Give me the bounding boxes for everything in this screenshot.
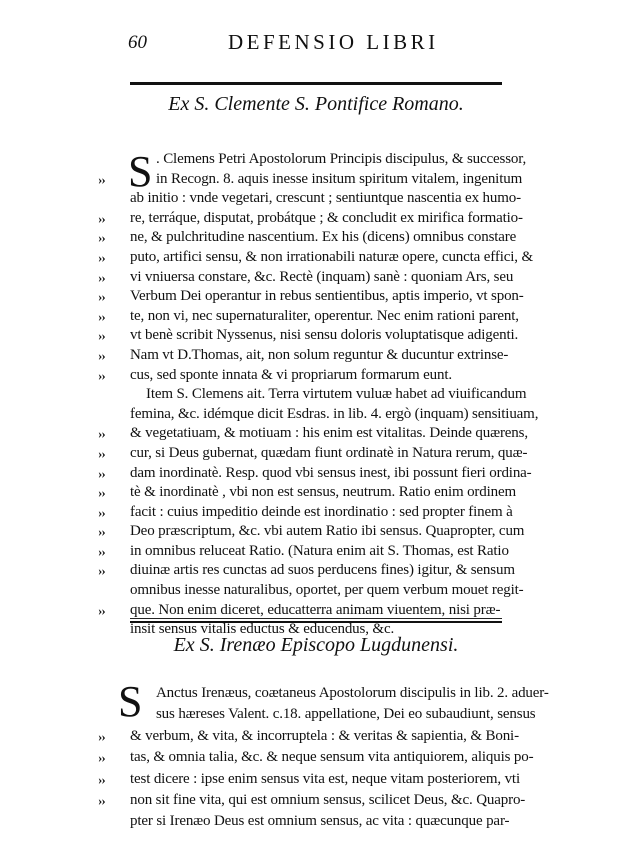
line-text: . Clemens Petri Apostolorum Principis discipulus, & successor,: [156, 151, 527, 167]
line-text: femina, &c. idémque dicit Esdras. in lib. 4. ergò (inquam) sensitiuam,: [130, 405, 539, 422]
line-text: in Recogn. 8. aquis inesse insitum spiritum vitalem, ingenitum: [156, 170, 523, 187]
header-rule: [130, 82, 502, 85]
quotation-mark: ››: [98, 465, 105, 481]
quotation-mark: ››: [98, 367, 105, 383]
section-heading-clemente: Ex S. Clemente S. Pontifice Romano.: [168, 93, 464, 115]
text-line: [98, 287, 566, 307]
page-number: 60: [128, 32, 147, 53]
quotation-mark: ››: [98, 750, 105, 766]
line-text: tè & inordinatè , vbi non est sensus, neutrum. Ratio enim ordinem: [130, 484, 517, 501]
text-line: [98, 790, 566, 811]
quotation-mark: ››: [98, 426, 105, 442]
quotation-mark: ››: [98, 347, 105, 363]
text-line: [98, 522, 566, 542]
line-text: Deo præscriptum, &c. vbi autem Ratio ibi sensus. Quapropter, cum: [130, 523, 525, 540]
line-text: que. Non enim diceret, educatterra animam viuentem, nisi præ-: [130, 601, 501, 618]
line-text: & verbum, & vita, & incorruptela : & veritas & sapientia, & Boni-: [130, 727, 519, 744]
drop-cap: S: [128, 147, 153, 196]
text-line: [98, 170, 566, 190]
quotation-mark: ››: [98, 602, 105, 618]
line-text: cus, sed sponte innata & vi propriarum formarum eunt.: [130, 366, 452, 383]
text-line: [98, 326, 566, 346]
section-body-clemente: [98, 147, 566, 640]
line-text: ne, & pulchritudine nascentium. Ex his (dicens) omnibus constare: [130, 229, 517, 246]
section-body-irenaeo: [98, 683, 566, 833]
quotation-mark: ››: [98, 728, 105, 744]
line-text: Verbum Dei operantur in rebus sentientibus, aptis imperio, vt spon-: [130, 288, 524, 305]
text-line: [98, 307, 566, 327]
quotation-mark: ››: [98, 771, 105, 787]
text-line: [98, 769, 566, 790]
line-text: cur, si Deus gubernat, quædam fiunt ordinatè in Natura rerum, quæ-: [130, 444, 528, 461]
line-text: omnibus inesse naturalibus, oportet, per quem verbum mouet regit-: [130, 582, 524, 599]
text-line: [130, 189, 566, 209]
line-text: insit sensus vitalis eductus & educendus, &c.: [130, 621, 395, 638]
quotation-mark: ››: [98, 563, 105, 579]
text-line: [98, 726, 566, 747]
text-line: [98, 464, 566, 484]
quotation-mark: ››: [98, 328, 105, 344]
line-text: in omnibus reluceat Ratio. (Natura enim ait S. Thomas, est Ratio: [130, 542, 509, 559]
quotation-mark: ››: [98, 249, 105, 265]
text-line: [130, 683, 566, 704]
text-line: [98, 366, 566, 386]
line-text: puto, artifici sensu, & non irrationabili naturæ opere, cuncta effici, &: [130, 248, 533, 265]
quotation-mark: ››: [98, 269, 105, 285]
text-line: [130, 405, 566, 425]
text-line: [98, 228, 566, 248]
line-text: non sit fine vita, qui est omnium sensus, scilicet Deus, &c. Quapro-: [130, 791, 526, 808]
text-line: [98, 561, 566, 581]
section-heading-irenaeo: Ex S. Irenæo Episcopo Lugdunensi.: [173, 634, 459, 656]
line-text: diuinæ artis res cunctas ad suos perducens fines) igitur, & sensum: [130, 562, 515, 579]
line-text: re, terráque, disputat, probátque ; & concludit ex mirifica formatio-: [130, 209, 523, 226]
section-divider-thick: [130, 621, 502, 623]
line-text: ab initio : vnde vegetari, crescunt ; sentiuntque nascentia ex humo-: [130, 190, 521, 207]
text-line: [130, 385, 566, 405]
quotation-mark: ››: [98, 445, 105, 461]
line-text: Nam vt D.Thomas, ait, non solum reguntur & ducuntur extrinse-: [130, 346, 509, 363]
text-line: [98, 444, 566, 464]
text-line: [98, 747, 566, 768]
text-line: [98, 248, 566, 268]
quotation-mark: ››: [98, 210, 105, 226]
line-text: test dicere : ipse enim sensus vita est, neque vitam posteriorem, vti: [130, 770, 520, 787]
text-line: [130, 581, 566, 601]
text-line: [98, 503, 566, 523]
quotation-mark: ››: [98, 524, 105, 540]
line-text: pter si Irenæo Deus est omnium sensus, ac vita : quæcunque par-: [130, 813, 510, 830]
quotation-mark: ››: [98, 230, 105, 246]
drop-cap: S: [118, 677, 143, 726]
running-title: DEFENSIO LIBRI: [228, 30, 439, 54]
line-text: facit : cuius impeditio deinde est inordinatio : sed propter finem à: [130, 503, 513, 520]
line-text: dam inordinatè. Resp. quod vbi sensus inest, ibi possunt fieri ordina-: [130, 464, 532, 481]
text-line: [98, 542, 566, 562]
text-line: [98, 424, 566, 444]
quotation-mark: ››: [98, 485, 105, 501]
line-text: Item S. Clemens ait. Terra virtutem vuluæ habet ad viuificandum: [146, 386, 527, 403]
section-divider: [130, 618, 502, 619]
line-text: Anctus Irenæus, coætaneus Apostolorum discipulis in lib. 2. aduer-: [156, 685, 549, 701]
line-text: te, non vi, nec supernaturaliter, operentur. Nec enim rationi parent,: [130, 307, 519, 324]
text-line: [130, 704, 566, 725]
text-line: [98, 346, 566, 366]
line-text: & vegetatiuam, & motiuam : his enim est vitalitas. Deinde quærens,: [130, 425, 528, 442]
quotation-mark: ››: [98, 308, 105, 324]
text-line: [98, 268, 566, 288]
line-text: vt benè scribit Nyssenus, nisi sensu doloris voluptatisque adigenti.: [130, 327, 519, 344]
line-text: sus hæreses Valent. c.18. appellatione, Dei eo subaudiunt, sensus: [156, 706, 536, 723]
line-text: vi vniuersa constare, &c. Rectè (inquam) sanè : quoniam Ars, seu: [130, 268, 514, 285]
running-head: [128, 28, 500, 58]
text-line: [98, 483, 566, 503]
quotation-mark: ››: [98, 504, 105, 520]
quotation-mark: ››: [98, 289, 105, 305]
quotation-mark: ››: [98, 171, 105, 187]
text-line: [98, 209, 566, 229]
text-line: [130, 150, 566, 170]
quotation-mark: ››: [98, 792, 105, 808]
quotation-mark: ››: [98, 543, 105, 559]
line-text: tas, & omnia talia, &c. & neque sensum vita antiquiorem, aliquis po-: [130, 749, 534, 766]
text-line: [130, 811, 566, 832]
